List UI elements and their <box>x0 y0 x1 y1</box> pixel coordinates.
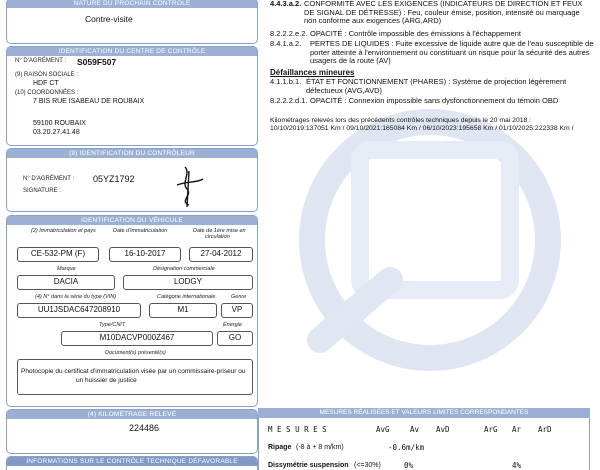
centre-header: IDENTIFICATION DU CENTRE DE CONTRÔLE <box>7 47 257 56</box>
type-label: Type/CNIT <box>99 322 126 328</box>
ripage-label: Ripage <box>268 444 292 451</box>
defect-code: 8.4.1.a.2. <box>270 39 302 48</box>
ripage-range: (-8 à + 8 m/km) <box>296 444 344 451</box>
first-date-label-1: Date de 1ère mise en <box>193 228 246 234</box>
address-line2: 59100 ROUBAIX <box>33 120 86 127</box>
defect-code: 4.1.1.b.1. <box>270 77 302 86</box>
immat-label: (2) Immatriculation et pays <box>31 228 96 234</box>
centre-panel <box>6 46 258 146</box>
defect-item <box>270 40 592 68</box>
docs-box <box>17 359 253 395</box>
immat-date-box: 16-10-2017 <box>109 247 181 262</box>
next-control-panel <box>6 0 258 44</box>
measures-title: M E S U R E S <box>268 425 327 434</box>
type-box: M10DACVP000Z467 <box>61 331 213 346</box>
defect-desc: OPACITÉ : Connexion impossible sans dysfonctionnement du témoin OBD <box>310 96 559 105</box>
bottom-info-panel <box>6 456 258 470</box>
coord-label: (10) COORDONNÉES : <box>15 90 79 96</box>
left-column <box>0 0 262 470</box>
controleur-agrement-label: N° D'AGRÉMENT : <box>23 176 75 182</box>
minor-defect-item <box>270 78 592 96</box>
first-date-label-2: circulation <box>205 234 230 240</box>
dissym-range: (<=30%) <box>354 462 381 469</box>
km-value: 224486 <box>129 423 160 433</box>
immat-date-label: Date d'immatriculation <box>113 228 168 234</box>
vin-box: UU1JSDAC647208910 <box>17 303 141 318</box>
vin-label: (4) N° dans la série du type (VIN) <box>35 294 117 300</box>
dissym-av: 0% <box>404 461 414 470</box>
next-control-header: NATURE DU PROCHAIN CONTRÔLE <box>7 0 257 8</box>
defect-desc: CONFORMITÉ AVEC LES EXIGENCES (INDICATEURS DE DIRECTION ET FEUX DE SIGNAL DE DÉTRESSE) : Feu, couleur émise, position, intensité ou marquage non conforme aux exigences (ARG,ARD) <box>304 0 583 26</box>
defect-code: 4.4.3.a.2. <box>270 0 302 8</box>
bottom-info-header: INFORMATIONS SUR LE CONTRÔLE TECHNIQUE DÉFAVORABLE <box>7 457 257 466</box>
defect-code: 8.2.2.2.d.1. <box>270 96 308 105</box>
category-box: M1 <box>149 303 217 318</box>
controleur-agrement-value: 05YZ1792 <box>93 174 135 184</box>
defect-item <box>270 0 592 26</box>
ripage-value: -0.6m/km <box>388 443 425 452</box>
defect-item <box>270 30 592 39</box>
energie-label: Énergie <box>223 322 242 328</box>
dissym-label: Dissymétrie suspension <box>268 462 349 469</box>
raison-label: (9) RAISON SOCIALE : <box>15 72 79 78</box>
vehicle-header: IDENTIFICATION DU VÉHICULE <box>7 216 257 225</box>
designation-label: Désignation commerciale <box>153 266 215 272</box>
col-ar: Ar <box>512 425 522 434</box>
col-avd: AvD <box>436 425 450 434</box>
genre-box: VP <box>221 303 253 318</box>
immat-box: CE-532-PM (F) <box>17 247 99 262</box>
minor-defects-title: Défaillances mineures <box>270 68 355 77</box>
signature-label: SIGNATURE : <box>23 188 61 194</box>
col-arg: ArG <box>484 425 498 434</box>
designation-box: LODGY <box>123 275 253 290</box>
first-date-box: 27-04-2012 <box>189 247 253 262</box>
marque-label: Marque <box>57 266 76 272</box>
docs-line-1: Photocopie du certificat d'immatriculation visée par un commissaire-priseur ou <box>21 368 246 375</box>
genre-label: Genre <box>231 294 247 300</box>
measures-header: MESURES RÉALISÉES ET VALEURS LIMITES CORRESPONDANTES <box>258 408 590 418</box>
controleur-panel <box>6 148 258 212</box>
defect-desc: ÉTAT ET FONCTIONNEMENT (PHARES) : Système de projection légèrement défectueux (AVG,AVD) <box>306 77 567 95</box>
docs-line-2: un huissier de justice <box>76 377 137 384</box>
address-line1: 7 BIS RUE ISABEAU DE ROUBAIX <box>33 98 145 105</box>
col-avg: AvG <box>376 425 390 434</box>
marque-box: DACIA <box>17 275 115 290</box>
defect-desc: OPACITÉ : Contrôle impossible des émissions à l'échappement <box>310 29 521 38</box>
col-ard: ArD <box>538 425 552 434</box>
centre-agrement-value: S059F507 <box>77 57 117 67</box>
vehicle-panel <box>6 215 258 407</box>
defect-desc: PERTES DE LIQUIDES : Fuite excessive de liquide autre que de l'eau susceptible de porter atteinte à l'environnement ou constituant un risque pour la sécurité des autres usagers de la route (AV) <box>310 39 594 66</box>
km-history: Kilométrages relevés lors des précédents contrôles techniques depuis le 20 mai 2018 : 10/10/2019:137051 Km / 09/10/2021:165084 Km / 06/10/2023:195658 Km / 01/10/2025:222338 Km / <box>270 117 574 132</box>
col-av: Av <box>410 425 420 434</box>
category-label: Catégorie internationale <box>157 294 216 300</box>
km-panel <box>6 409 258 454</box>
next-control-value: Contre-visite <box>85 14 133 24</box>
dissym-ar: 4% <box>512 461 522 470</box>
defect-code: 8.2.2.2.e.2. <box>270 29 308 38</box>
minor-defect-item <box>270 97 592 106</box>
energie-box: GO <box>217 331 253 346</box>
controleur-header: (9) IDENTIFICATION DU CONTRÔLEUR <box>7 149 257 158</box>
signature-mark <box>171 163 207 209</box>
raison-value: HDF CT <box>33 80 59 87</box>
centre-agrement-label: N° D'AGRÉMENT : <box>15 58 67 64</box>
docs-label: Document(s) présenté(s) <box>105 350 166 356</box>
km-header: (4) KILOMÉTRAGE RELEVÉ <box>7 410 257 419</box>
centre-phone: 03.20.27.41.48 <box>33 129 80 136</box>
right-column <box>262 0 600 470</box>
